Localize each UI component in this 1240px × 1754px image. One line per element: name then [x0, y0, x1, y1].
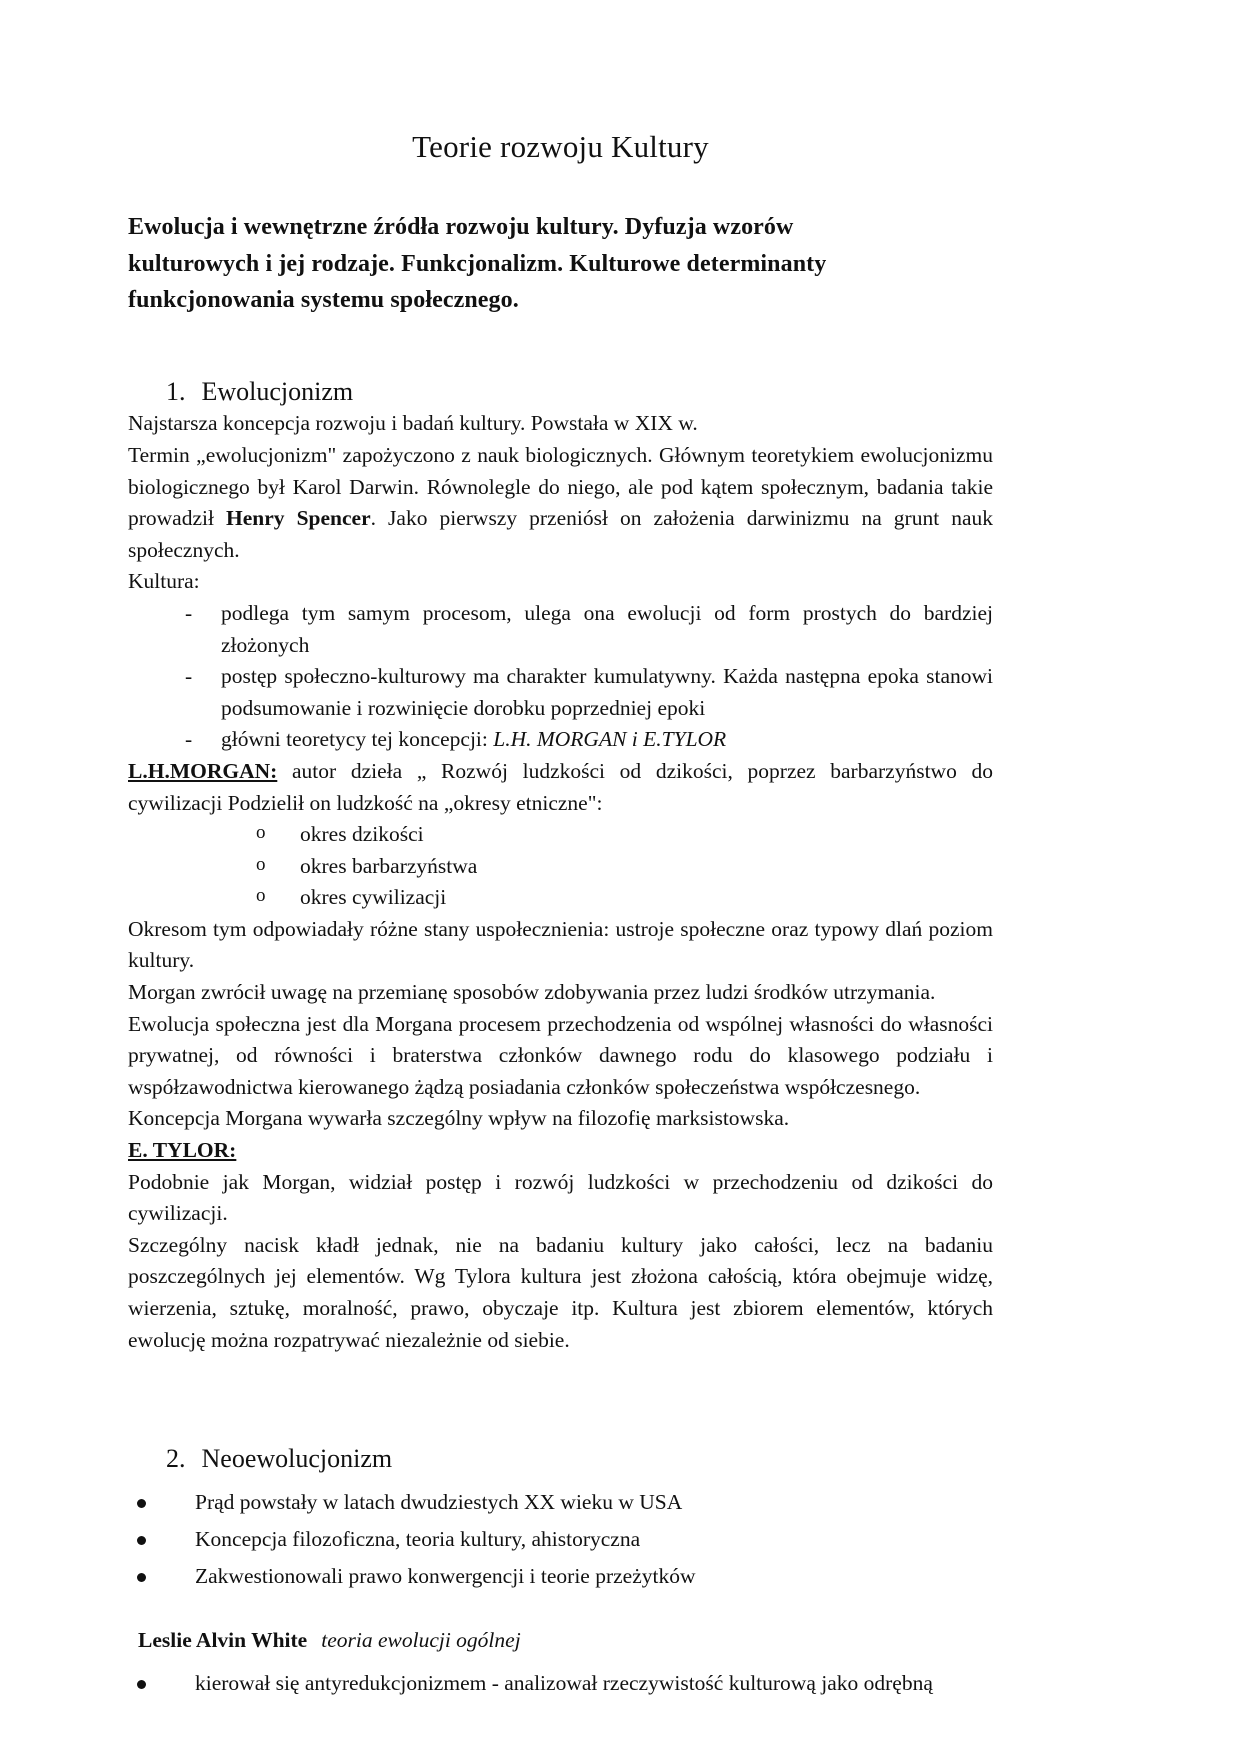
spacer — [128, 319, 993, 375]
neoewolucjonizm-list — [128, 1484, 993, 1595]
section1-paragraph-8: Szczególny nacisk kładł jednak, nie na badaniu kultury jako całości, lecz na badaniu poszczególnych jej elementów. Wg Tylora kultura jest złożona całością, która obejmuje widzę, wierzenia, sztukę, moralność, prawo, obyczaje itp. Kultura jest zbiorem elementów, których ewolucję można rozpatrywać niezależnie od siebie. — [128, 1232, 993, 1352]
section-number: 1. — [166, 376, 186, 406]
list-item: o okres barbarzyństwa — [238, 851, 993, 883]
list-item: Koncepcja filozoficzna, teoria kultury, ahistoryczna — [128, 1521, 993, 1558]
spacer — [128, 1595, 993, 1625]
tylor-label-paragraph — [128, 1135, 993, 1167]
intro-heading-line-2: kulturowych i jej rodzaje. Funkcjonalizm. Kulturowe determinanty — [128, 250, 827, 277]
section1-paragraph-2 — [128, 440, 993, 566]
list-item: kierował się antyredukcjonizmem - analizował rzeczywistość kulturową jako odrębną — [128, 1665, 993, 1702]
author-subtitle: teoria ewolucji ogólnej — [321, 1627, 521, 1652]
section1-paragraph-4: Morgan zwrócił uwagę na przemianę sposobów zdobywania przez ludzi środków utrzymania. — [128, 980, 936, 1005]
section1-paragraph-3: Okresom tym odpowiadały różne stany uspołecznienia: ustroje społeczne oraz typowy dlań poziom kultury. — [128, 916, 993, 973]
paragraph-text-before-bold: Termin „ewolucjonizm" zapożyczono z nauk biologicznych. Głównym teoretykiem ewolucjonizmu biologicznego był Karol Darwin. Równolegle do niego, ale pod kątem społecznym, badania takie prowadził — [128, 442, 993, 531]
kultura-list — [128, 598, 993, 756]
intro-heading-line-1: Ewolucja i wewnętrzne źródła rozwoju kultury. Dyfuzja wzorów — [128, 214, 794, 241]
page-title: Teorie rozwoju Kultury — [412, 129, 709, 164]
section-heading-ewolucjonizm — [128, 375, 993, 409]
list-item-text: główni teoretycy tej koncepcji: — [221, 727, 494, 752]
section-heading-neoewolucjonizm — [128, 1442, 993, 1476]
section1-paragraph-1: Najstarsza koncepcja rozwoju i badań kultury. Powstała w XIX w. — [128, 411, 698, 436]
list-item: - podlega tym samym procesom, ulega ona ewolucji od form prostych do bardziej złożonych — [158, 598, 993, 661]
list-item: Zakwestionowali prawo konwergencji i teorie przeżytków — [128, 1558, 993, 1595]
kultura-label: Kultura: — [128, 569, 200, 594]
morgan-paragraph — [128, 756, 993, 819]
list-item — [158, 724, 993, 756]
tylor-label: E. TYLOR: — [128, 1138, 237, 1163]
henry-spencer-name: Henry Spencer — [226, 506, 371, 531]
spacer — [128, 1476, 993, 1484]
morgan-text: autor dzieła „ Rozwój ludzkości od dzikości, poprzez barbarzyństwo do cywilizacji Podzielił on ludzkość na „okresy etniczne": — [128, 758, 993, 815]
leslie-alvin-white-heading — [128, 1625, 993, 1657]
spacer — [128, 1356, 993, 1412]
list-item: Prąd powstały w latach dwudziestych XX wieku w USA — [128, 1484, 993, 1521]
theorists-names: L.H. MORGAN i E.TYLOR — [493, 727, 727, 752]
intro-heading-line-3: funkcjonowania systemu społecznego. — [128, 287, 519, 314]
spacer — [128, 1657, 993, 1665]
section-heading-label: Ewolucjonizm — [201, 376, 354, 406]
section1-paragraph-5: Ewolucja społeczna jest dla Morgana procesem przechodzenia od wspólnej własności do własności prywatnej, od równości i braterstwa członków dawnego rodu do klasowego podziału i współzawodnictwa kierowanego żądzą posiadania członków społeczeństwa współczesnego. — [128, 1011, 993, 1099]
author-name: Leslie Alvin White — [138, 1627, 308, 1652]
list-item: - postęp społeczno-kulturowy ma charakter kumulatywny. Każda następna epoka stanowi podsumowanie i rozwinięcie dorobku poprzedniej epoki — [158, 661, 993, 724]
list-item: o okres dzikości — [238, 819, 993, 851]
section1-paragraph-7: Podobnie jak Morgan, widział postęp i rozwój ludzkości w przechodzeniu od dzikości do cywilizacji. — [128, 1169, 993, 1226]
list-item: o okres cywilizacji — [238, 882, 993, 914]
spacer — [128, 1412, 993, 1442]
paragraph-text-after-bold: . Jako pierwszy przeniósł on założenia darwinizmu na grunt nauk społecznych. — [128, 506, 994, 562]
intro-heading — [128, 165, 993, 318]
section1-paragraph-6: Koncepcja Morgana wywarła szczególny wpływ na filozofię marksistowska. — [128, 1106, 790, 1131]
section-number: 2. — [166, 1444, 186, 1474]
section-heading-label: Neoewolucjonizm — [201, 1444, 393, 1474]
morgan-label: L.H.MORGAN: — [128, 758, 278, 783]
leslie-alvin-white-list — [128, 1665, 993, 1702]
okresy-etniczne-list — [128, 819, 993, 914]
document-content — [128, 0, 993, 1701]
